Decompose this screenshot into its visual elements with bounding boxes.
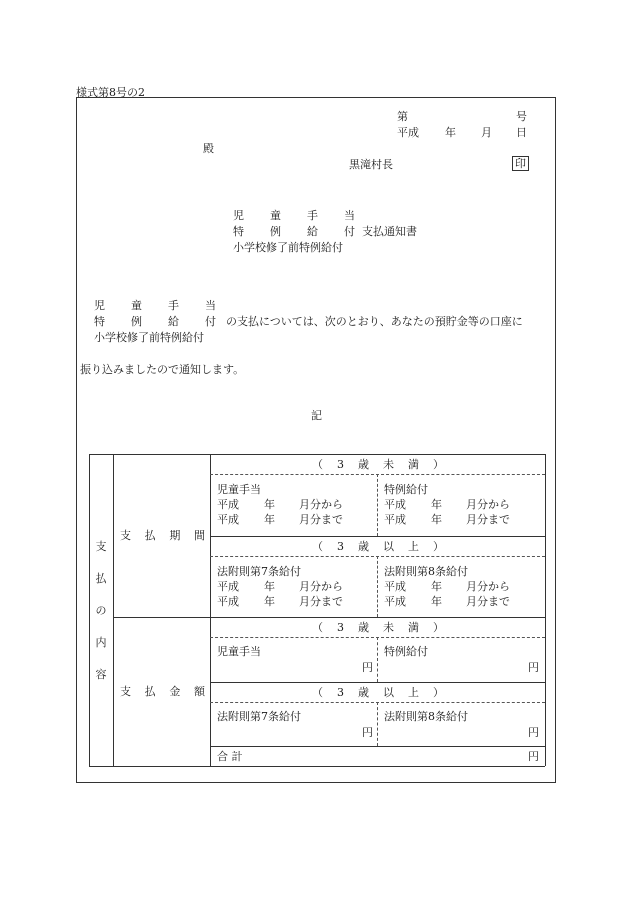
body-line-2: 特 例 給 付 (94, 315, 216, 328)
amount-jido-teate-label: 児童手当 (217, 645, 261, 658)
body-line-3: 小学校修了前特例給付 (94, 331, 204, 344)
payment-contents-label: 支 払 の 内 容 (95, 540, 107, 681)
period-fusoku7-label: 法附則第7条給付 (217, 565, 301, 578)
title-line-3: 小学校修了前特例給付 (233, 241, 343, 254)
amount-fusoku8-label: 法附則第8条給付 (384, 710, 468, 723)
number-prefix: 第 (397, 110, 408, 123)
date-day: 日 (516, 126, 527, 139)
period-fusoku8-label: 法附則第8条給付 (384, 565, 468, 578)
amount-over3-header: （ 3 歳 以 上 ） (312, 686, 444, 699)
title-suffix: 支払通知書 (362, 225, 417, 238)
body-line-4: 振り込みましたので通知します。 (80, 363, 245, 376)
document-frame (76, 97, 556, 783)
period-tokurei-kyufu-label: 特例給付 (384, 483, 428, 496)
total-yen: 円 (528, 750, 539, 763)
date-era: 平成 (397, 126, 419, 139)
date-month: 月 (481, 126, 492, 139)
amount-tokurei-kyufu-label: 特例給付 (384, 645, 428, 658)
addressee-suffix: 殿 (203, 142, 214, 155)
total-label: 合 計 (217, 750, 243, 763)
amount-fusoku7-label: 法附則第7条給付 (217, 710, 301, 723)
period-under3-header: （ 3 歳 未 満 ） (312, 458, 444, 471)
body-line-2-suffix: の支払については、次のとおり、あなたの預貯金等の口座に (226, 315, 523, 328)
amount-under3-header: （ 3 歳 未 満 ） (312, 621, 444, 634)
payment-period-label: 支 払 期 間 (120, 529, 205, 542)
issuer: 黒滝村長 (349, 158, 393, 171)
seal-mark: 印 (512, 156, 529, 171)
payment-amount-label: 支 払 金 額 (120, 685, 205, 698)
title-line-2: 特 例 給 付 (233, 225, 355, 238)
title-line-1: 児 童 手 当 (233, 209, 355, 222)
period-jido-teate-label: 児童手当 (217, 483, 261, 496)
number-suffix: 号 (516, 110, 527, 123)
ki-heading: 記 (311, 409, 322, 422)
body-line-1: 児 童 手 当 (94, 299, 216, 312)
form-number: 様式第8号の2 (76, 86, 145, 99)
period-over3-header: （ 3 歳 以 上 ） (312, 540, 444, 553)
date-year: 年 (445, 126, 456, 139)
